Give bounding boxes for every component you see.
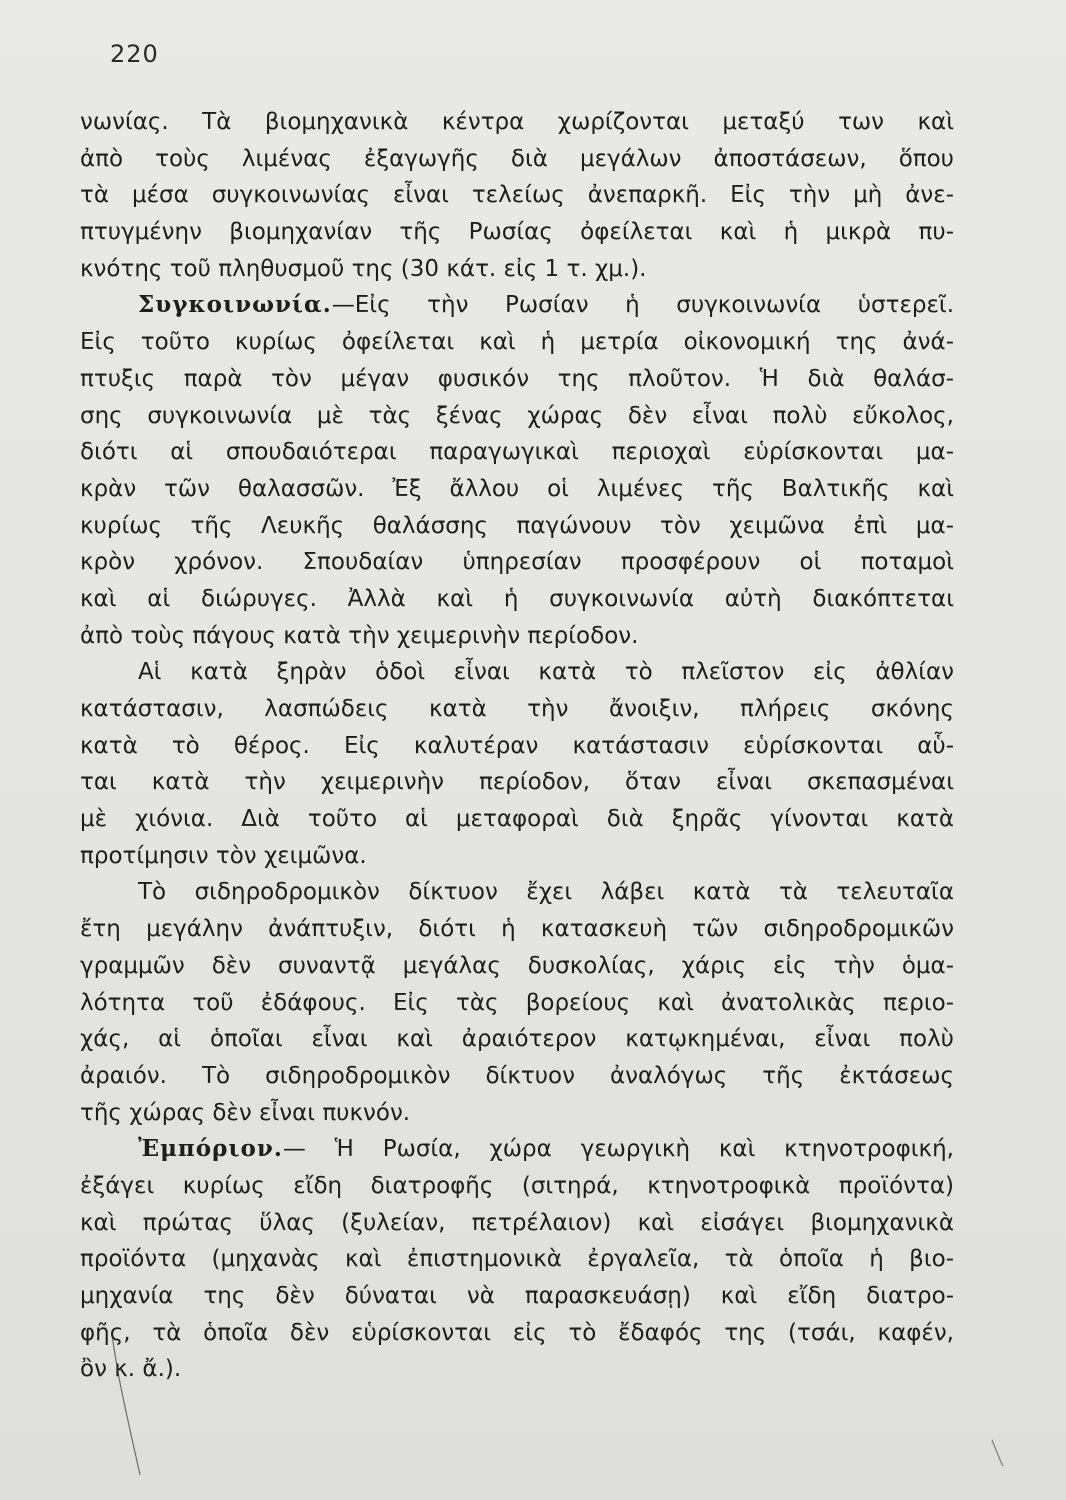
text-line: ἀραιόν. Τὸ σιδηροδρομικὸν δίκτυον ἀναλόγως τῆς ἐκτάσεως (80, 1062, 954, 1089)
page-number: 220 (110, 40, 159, 68)
text-line: καὶ πρώτας ὕλας (ξυλείαν, πετρέλαιον) καὶ εἰσάγει βιομηχανικὰ (80, 1209, 954, 1236)
text-line: καὶ αἱ διώρυγες. Ἀλλὰ καὶ ἡ συγκοινωνία αὐτὴ διακόπτεται (80, 585, 954, 612)
text-line: σης συγκοινωνία μὲ τὰς ξένας χώρας δὲν εἶναι πολὺ εὔκολος, (80, 402, 954, 429)
text-line: διότι αἱ σπουδαιότεραι παραγωγικαὶ περιοχαὶ εὑρίσκονται μα- (80, 439, 954, 466)
text-line: μηχανία της δὲν δύναται νὰ παρασκευάσῃ) καὶ εἴδη διατρο- (80, 1283, 954, 1309)
text-line: κατάστασιν, λασπώδεις κατὰ τὴν ἄνοιξιν, πλήρεις σκόνης (80, 696, 954, 722)
text-line: ἀπὸ τοὺς πάγους κατὰ τὴν χειμερινὴν περίοδον. (80, 622, 639, 649)
section-heading-communication: Συγκοινωνία. (138, 291, 332, 319)
text-line: τῆς χώρας δὲν εἶναι πυκνόν. (80, 1099, 411, 1126)
text-line-with-heading (80, 287, 954, 324)
text-line: κρὸν χρόνον. Σπουδαίαν ὑπηρεσίαν προσφέρουν οἱ ποταμοὶ (80, 549, 954, 576)
text-line: πτυξις παρὰ τὸν μέγαν φυσικόν της πλοῦτον. Ἡ διὰ θαλάσ- (80, 365, 954, 392)
text-line: προτίμησιν τὸν χειμῶνα. (80, 842, 367, 869)
text-line-rest: —Εἰς τὴν Ρωσίαν ἡ συγκοινωνία ὑστερεῖ. (331, 292, 954, 319)
text-line: χάς, αἱ ὁποῖαι εἶναι καὶ ἀραιότερον κατῳκημέναι, εἶναι πολὺ (80, 1026, 954, 1053)
text-line: νωνίας. Τὰ βιομηχανικὰ κέντρα χωρίζονται μεταξύ των καὶ (80, 109, 954, 135)
body-text (80, 104, 954, 1388)
scratch-line (992, 1440, 1003, 1466)
text-line: ται κατὰ τὴν χειμερινὴν περίοδον, ὅταν εἶναι σκεπασμέναι (80, 769, 954, 796)
text-line: ἀπὸ τοὺς λιμένας ἐξαγωγῆς διὰ μεγάλων ἀποστάσεων, ὅπου (80, 145, 954, 172)
text-line-with-heading (80, 1131, 954, 1168)
text-line: κυρίως τῆς Λευκῆς θαλάσσης παγώνουν τὸν χειμῶνα ἐπὶ μα- (80, 512, 954, 539)
text-line: ἔτη μεγάλην ἀνάπτυξιν, διότι ἡ κατασκευὴ τῶν σιδηροδρομικῶν (80, 916, 954, 943)
text-line: πτυγμένην βιομηχανίαν τῆς Ρωσίας ὀφείλεται καὶ ἡ μικρὰ πυ- (80, 219, 954, 246)
text-line-rest: — Ἡ Ρωσία, χώρα γεωργικὴ καὶ κτηνοτροφική, (282, 1136, 954, 1163)
text-line: ὂν κ. ἄ.). (80, 1356, 182, 1383)
text-line: τὰ μέσα συγκοινωνίας εἶναι τελείως ἀνεπαρκῆ. Εἰς τὴν μὴ ἀνε- (80, 182, 954, 209)
text-line: προϊόντα (μηχανὰς καὶ ἐπιστημονικὰ ἐργαλεῖα, τὰ ὁποῖα ἡ βιο- (80, 1246, 954, 1273)
text-line: Τὸ σιδηροδρομικὸν δίκτυον ἔχει λάβει κατὰ τὰ τελευταῖα (138, 879, 954, 906)
text-line: γραμμῶν δὲν συναντᾷ μεγάλας δυσκολίας, χάρις εἰς τὴν ὁμα- (80, 952, 954, 979)
text-line: μὲ χιόνια. Διὰ τοῦτο αἱ μεταφοραὶ διὰ ξηρᾶς γίνονται κατὰ (80, 806, 954, 833)
text-line: ἐξάγει κυρίως εἴδη διατροφῆς (σιτηρά, κτηνοτροφικὰ προϊόντα) (80, 1172, 954, 1199)
text-line: κνότης τοῦ πληθυσμοῦ της (30 κάτ. εἰς 1 τ. χμ.). (80, 255, 647, 282)
text-line: λότητα τοῦ ἐδάφους. Εἰς τὰς βορείους καὶ ἀνατολικὰς περιο- (80, 989, 954, 1016)
section-heading-commerce: Ἐμπόριον. (138, 1135, 283, 1163)
text-line: κρὰν τῶν θαλασσῶν. Ἐξ ἄλλου οἱ λιμένες τῆς Βαλτικῆς καὶ (80, 475, 954, 502)
text-line: κατὰ τὸ θέρος. Εἰς καλυτέραν κατάστασιν εὑρίσκονται αὗ- (80, 732, 954, 759)
text-line: Αἱ κατὰ ξηρὰν ὁδοὶ εἶναι κατὰ τὸ πλεῖστον εἰς ἀθλίαν (138, 659, 954, 686)
text-line: Εἰς τοῦτο κυρίως ὀφείλεται καὶ ἡ μετρία οἰκονομική της ἀνά- (80, 329, 954, 356)
text-line: φῆς, τὰ ὁποῖα δὲν εὑρίσκονται εἰς τὸ ἔδαφός της (τσάι, καφέν, (80, 1319, 954, 1346)
